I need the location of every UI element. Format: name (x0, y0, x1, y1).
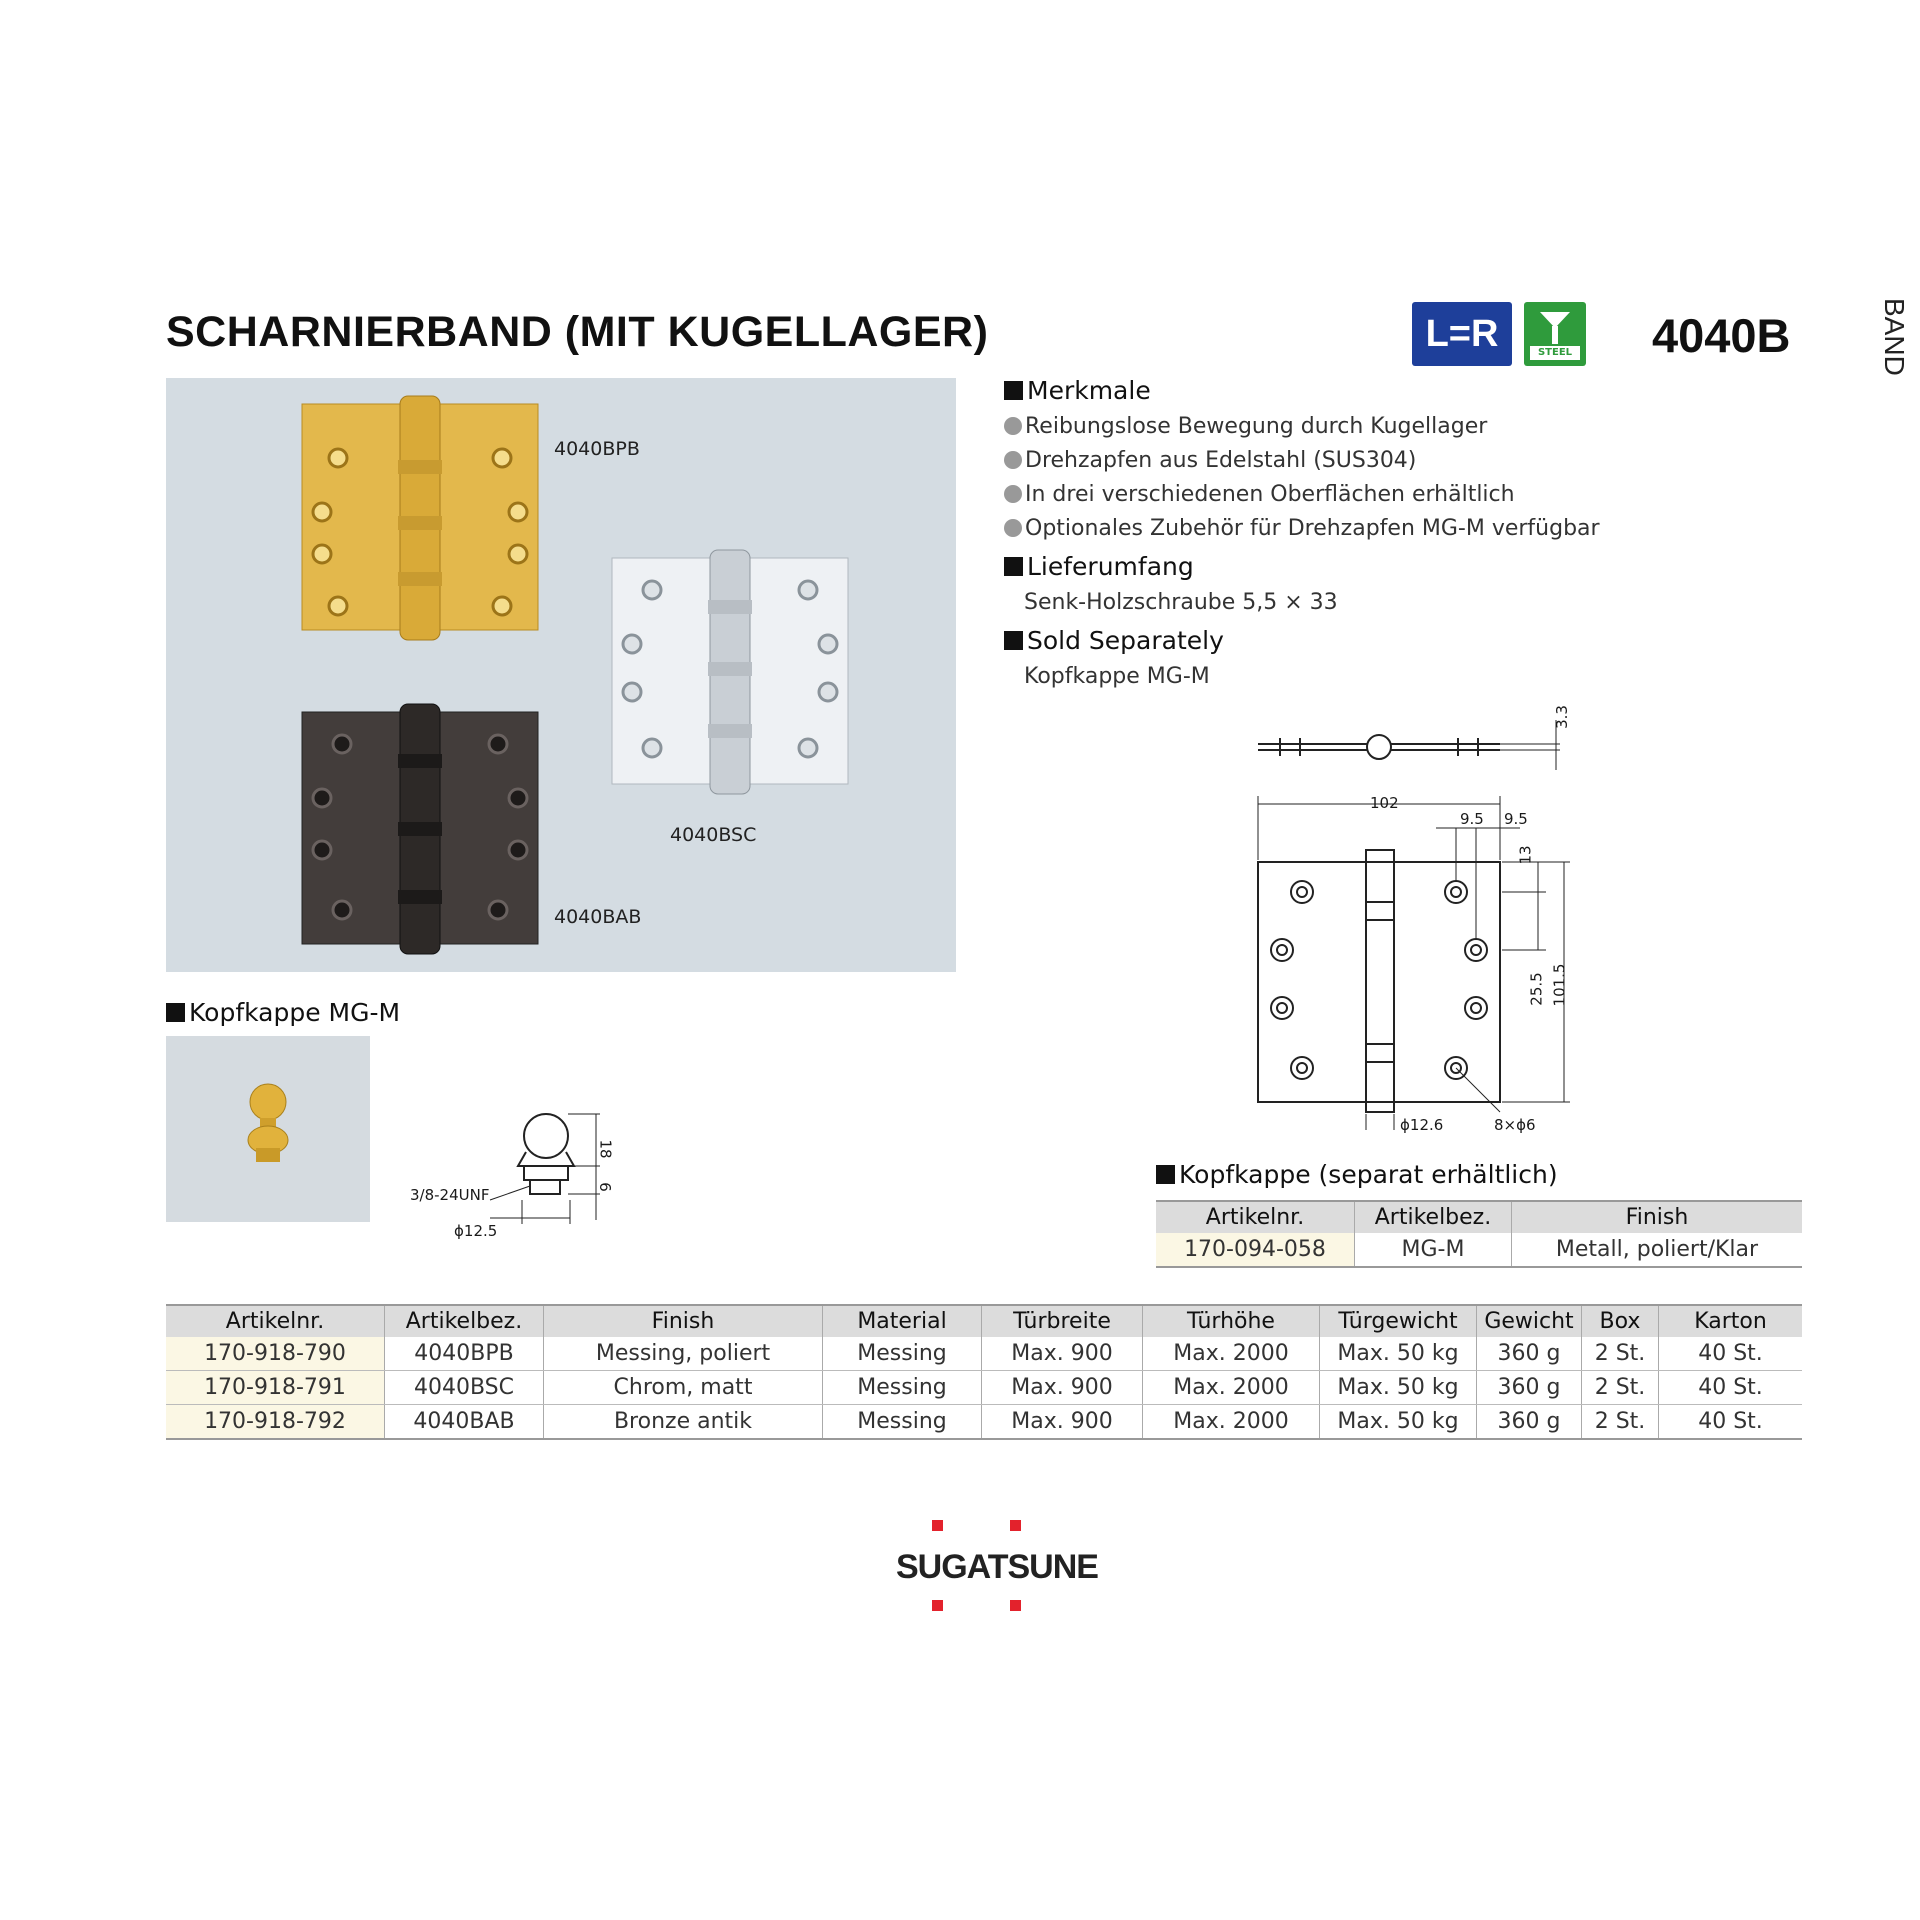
logo-mark (932, 1600, 943, 1611)
cell: 2 St. (1582, 1371, 1659, 1405)
logo-mark (932, 1520, 943, 1531)
cell: 4040BAB (385, 1405, 544, 1440)
cell: 170-918-790 (166, 1337, 385, 1371)
dim-thickness: 3.3 (1552, 705, 1571, 729)
steel-label: STEEL (1530, 346, 1580, 360)
merkmale-heading: Merkmale (1004, 376, 1151, 405)
cell: Max. 900 (982, 1371, 1143, 1405)
cell: 2 St. (1582, 1405, 1659, 1440)
dim-width: 102 (1370, 794, 1399, 812)
sold-separately-text: Kopfkappe MG-M (1024, 664, 1210, 689)
cap-thread: 3/8-24UNF (410, 1186, 490, 1204)
cell: Max. 900 (982, 1337, 1143, 1371)
hinge-bronze (302, 704, 538, 954)
cell: 40 St. (1659, 1371, 1803, 1405)
cell: Messing (823, 1337, 982, 1371)
table-row (166, 1337, 1802, 1371)
lr-badge: L=R (1412, 302, 1512, 366)
hinge-brass (302, 396, 538, 640)
cap-h2: 6 (595, 1182, 614, 1192)
col-header: Karton (1659, 1305, 1803, 1337)
dim-c: 13 (1516, 845, 1535, 865)
dim-a: 9.5 (1460, 810, 1484, 828)
cap-illustration (166, 1036, 370, 1222)
cell: Max. 900 (982, 1405, 1143, 1440)
col-header: Türgewicht (1320, 1305, 1477, 1337)
cell: 360 g (1477, 1337, 1582, 1371)
bullet-icon (1004, 519, 1022, 537)
page-title: SCHARNIERBAND (MIT KUGELLAGER) (166, 308, 989, 356)
table-row (1156, 1233, 1802, 1267)
cell: 40 St. (1659, 1405, 1803, 1440)
sugatsune-logo (896, 1516, 1098, 1616)
col-header: Artikelnr. (1156, 1201, 1355, 1233)
cap-drawing (400, 1100, 620, 1240)
label-4040bsc: 4040BSC (670, 824, 757, 846)
col-header: Artikelbez. (1355, 1201, 1512, 1233)
dim-height: 101.5 (1550, 963, 1569, 1007)
bullet-icon (1004, 417, 1022, 435)
hinge-technical-drawing (1230, 690, 1610, 1150)
cell: Max. 2000 (1143, 1405, 1320, 1440)
cell: 40 St. (1659, 1337, 1803, 1371)
table-row (166, 1371, 1802, 1405)
logo-mark (1010, 1520, 1021, 1531)
cell: 4040BSC (385, 1371, 544, 1405)
col-header: Türhöhe (1143, 1305, 1320, 1337)
col-header: Artikelbez. (385, 1305, 544, 1337)
cell: Max. 50 kg (1320, 1371, 1477, 1405)
lieferumfang-heading: Lieferumfang (1004, 552, 1194, 581)
kopfkappe-heading: Kopfkappe MG-M (166, 998, 400, 1027)
bullet-icon (1004, 485, 1022, 503)
dim-pin: ϕ12.6 (1400, 1116, 1444, 1134)
steel-badge (1524, 302, 1586, 366)
dim-d: 25.5 (1527, 972, 1546, 1006)
cap-table (1156, 1200, 1802, 1268)
cell: Max. 50 kg (1320, 1405, 1477, 1440)
cap-dia: ϕ12.5 (454, 1222, 498, 1240)
col-header: Finish (1512, 1201, 1803, 1233)
cell: 4040BPB (385, 1337, 544, 1371)
feature-item: Optionales Zubehör für Drehzapfen MG-M verfügbar (1004, 516, 1600, 541)
col-header: Box (1582, 1305, 1659, 1337)
col-header: Türbreite (982, 1305, 1143, 1337)
dim-b: 9.5 (1504, 810, 1528, 828)
feature-item: In drei verschiedenen Oberflächen erhältlich (1004, 482, 1515, 507)
product-table (166, 1304, 1802, 1440)
col-header: Finish (544, 1305, 823, 1337)
label-4040bpb: 4040BPB (554, 438, 640, 460)
cell: Max. 2000 (1143, 1337, 1320, 1371)
cell: Max. 50 kg (1320, 1337, 1477, 1371)
cap-table-heading: Kopfkappe (separat erhältlich) (1156, 1160, 1558, 1189)
feature-item: Drehzapfen aus Edelstahl (SUS304) (1004, 448, 1416, 473)
bullet-icon (1004, 451, 1022, 469)
col-header: Gewicht (1477, 1305, 1582, 1337)
cell: Bronze antik (544, 1405, 823, 1440)
cell: Max. 2000 (1143, 1371, 1320, 1405)
feature-item: Reibungslose Bewegung durch Kugellager (1004, 414, 1487, 439)
cell: 170-918-791 (166, 1371, 385, 1405)
hinge-photo-illustration (166, 378, 956, 972)
hinge-chrome (612, 550, 848, 794)
sold-separately-heading: Sold Separately (1004, 626, 1224, 655)
table-row (166, 1405, 1802, 1440)
col-header: Artikelnr. (166, 1305, 385, 1337)
product-photo (166, 378, 956, 972)
cell: 360 g (1477, 1371, 1582, 1405)
lieferumfang-text: Senk-Holzschraube 5,5 × 33 (1024, 590, 1338, 615)
label-4040bab: 4040BAB (554, 906, 642, 928)
logo-wordmark: SUGATSUNE (896, 1548, 1098, 1586)
cell: Messing (823, 1405, 982, 1440)
cell: 170-918-792 (166, 1405, 385, 1440)
kopfkappe-photo (166, 1036, 370, 1222)
cell: 170-094-058 (1156, 1233, 1355, 1267)
cell: Chrom, matt (544, 1371, 823, 1405)
cell: 2 St. (1582, 1337, 1659, 1371)
col-header: Material (823, 1305, 982, 1337)
logo-mark (1010, 1600, 1021, 1611)
cell: Messing, poliert (544, 1337, 823, 1371)
cap-h1: 18 (596, 1139, 615, 1159)
side-tab: BAND (1879, 298, 1910, 376)
cell: Messing (823, 1371, 982, 1405)
model-number: 4040B (1652, 309, 1791, 362)
cell: Metall, poliert/Klar (1512, 1233, 1803, 1267)
dim-holes: 8×ϕ6 (1494, 1116, 1536, 1134)
cell: MG-M (1355, 1233, 1512, 1267)
cell: 360 g (1477, 1405, 1582, 1440)
